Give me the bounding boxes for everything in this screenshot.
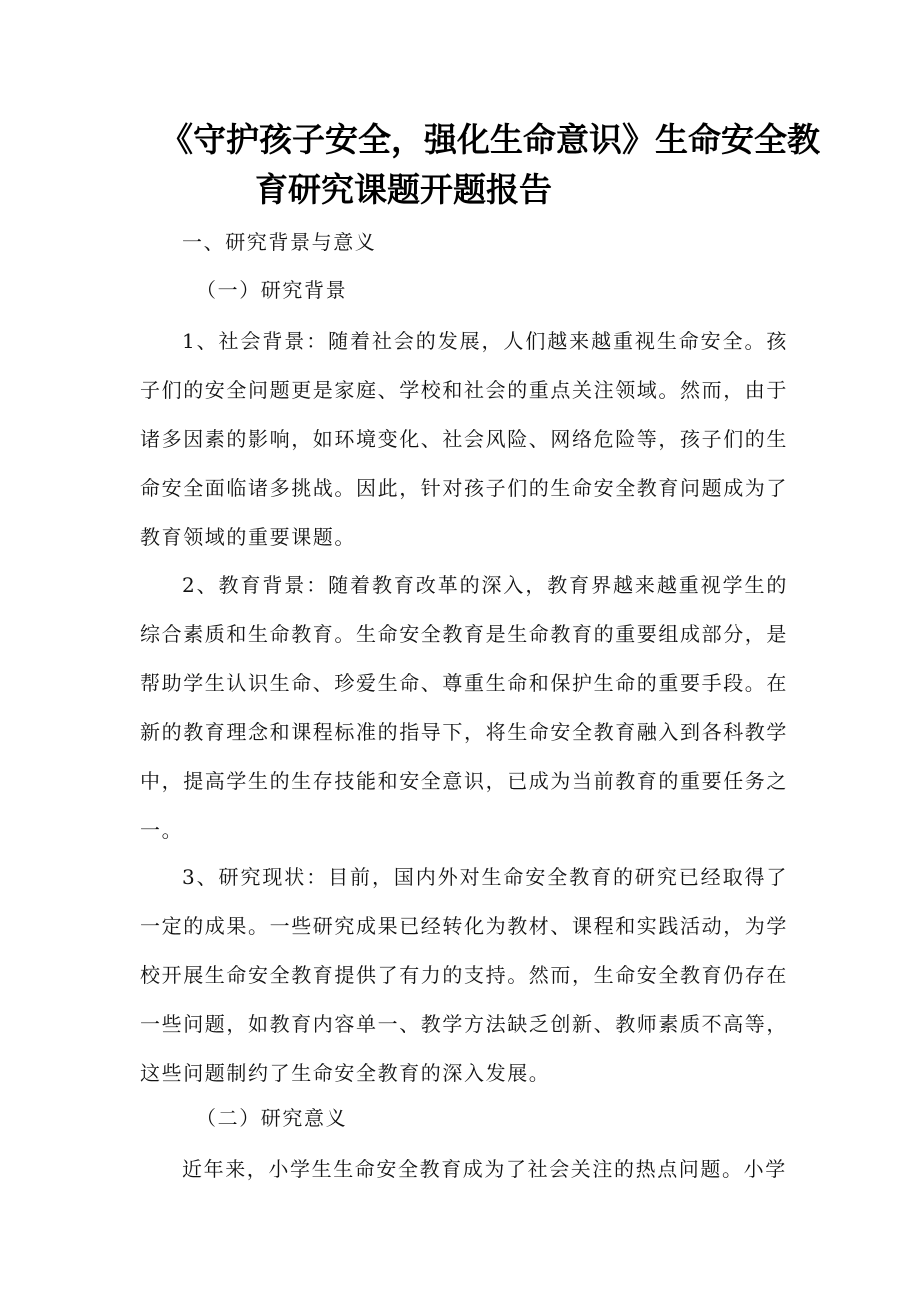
title-line-1: 《守护孩子安全，强化生命意识》生命安全教 — [160, 120, 820, 159]
paragraph-research-status: 3、研究现状：目前，国内外对生命安全教育的研究已经取得了一定的成果。一些研究成果已经转化为教材、课程和实践活动，为学校开展生命安全教育提供了有力的支持。然而，生命安全教育仍存在一些问题，如教育内容单一、教学方法缺乏创新、教师素质不高等，这些问题制约了生命安全教育的深入发展。 — [140, 865, 788, 1085]
paragraph-social-background: 1、社会背景：随着社会的发展，人们越来越重视生命安全。孩子们的安全问题更是家庭、学校和社会的重点关注领域。然而，由于诸多因素的影响，如环境变化、社会风险、网络危险等，孩子们的生命安全面临诸多挑战。因此，针对孩子们的生命安全教育问题成为了教育领域的重要课题。 — [140, 329, 788, 549]
paragraph-education-background: 2、教育背景：随着教育改革的深入，教育界越来越重视学生的综合素质和生命教育。生命安全教育是生命教育的重要组成部分，是帮助学生认识生命、珍爱生命、尊重生命和保护生命的重要手段。在新的教育理念和课程标准的指导下，将生命安全教育融入到各科教学中，提高学生的生存技能和安全意识，已成为当前教育的重要任务之一。 — [140, 573, 788, 842]
title-line-2: 育研究课题开题报告 — [255, 170, 552, 209]
section-heading-background-significance: 一、研究背景与意义 — [182, 230, 377, 254]
paragraph-significance: 近年来，小学生生命安全教育成为了社会关注的热点问题。小学 — [182, 1157, 787, 1181]
subsection-heading-background: （一）研究背景 — [196, 278, 348, 302]
subsection-heading-significance: （二）研究意义 — [196, 1106, 348, 1130]
document-title — [140, 115, 820, 215]
